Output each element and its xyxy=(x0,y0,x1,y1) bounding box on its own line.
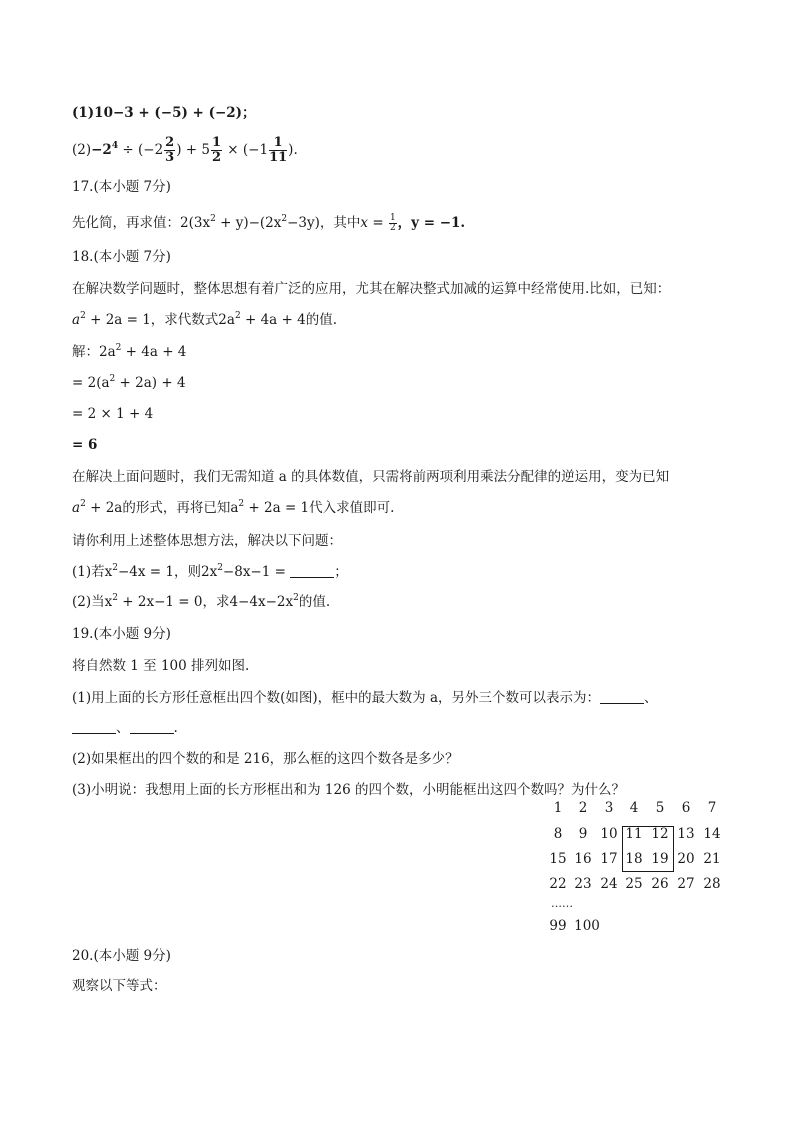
q18-p1-exp2: 2 xyxy=(217,563,223,573)
q19-part1-cont xyxy=(72,718,178,738)
frac-den: 2 xyxy=(211,150,222,165)
q16-part2-b: ÷ (−2 xyxy=(118,142,164,158)
q19-p1-sep: 、 xyxy=(644,690,658,706)
q19-intro: 将自然数 1 至 100 排列如图. xyxy=(72,658,250,674)
grid-cell: 25 xyxy=(625,876,643,892)
q18-explain-exp: 2 xyxy=(80,499,86,509)
q17-body xyxy=(72,213,465,233)
q18-part2 xyxy=(72,592,330,612)
q16-part2-a: −2 xyxy=(91,142,112,158)
grid-cell: 6 xyxy=(681,800,691,816)
grid-cell: 18 xyxy=(625,851,643,867)
grid-cell: 17 xyxy=(600,851,618,867)
q18-p2-exp2: 2 xyxy=(293,593,299,603)
q18-ask: 请你利用上述整体思想方法，解决以下问题： xyxy=(72,533,342,549)
q16-frac-2 xyxy=(211,136,222,165)
q18-given-c: + 4a + 4的值. xyxy=(240,312,337,328)
grid-cell: 9 xyxy=(578,826,588,842)
q17-header: 17.(本小题 7分) xyxy=(72,179,171,195)
q18-sol-a: 解：2a xyxy=(72,344,116,360)
q18-step1-b: + 2a) + 4 xyxy=(115,375,186,391)
q16-part2-d: × (−1 xyxy=(223,142,269,158)
q18-p2-c: 的值. xyxy=(298,594,331,610)
grid-cell: 19 xyxy=(651,851,669,867)
grid-ellipsis: …… xyxy=(551,897,573,910)
grid-cell: 100 xyxy=(574,918,600,934)
grid-cell: 23 xyxy=(574,876,592,892)
q18-part1 xyxy=(72,562,348,582)
q18-p1-c: −8x−1 = xyxy=(222,564,291,580)
answer-blank[interactable] xyxy=(130,719,174,734)
q18-header: 18.(本小题 7分) xyxy=(72,249,171,265)
grid-cell: 20 xyxy=(677,851,695,867)
frac-den: 2 xyxy=(389,223,396,233)
q16-part1-expr: 10−3 + (−5) + (−2)； xyxy=(94,105,256,121)
q18-p2-b: + 2x−1 = 0，求4−4x−2x xyxy=(117,594,294,610)
grid-cell: 24 xyxy=(600,876,618,892)
q17-expr-1: 2(3x xyxy=(180,215,211,231)
grid-cell: 15 xyxy=(549,851,567,867)
grid-cell: 28 xyxy=(703,876,721,892)
q19-part1 xyxy=(72,688,658,708)
q18-solution xyxy=(72,342,186,362)
q16-part2-e: ). xyxy=(288,142,298,158)
q18-step3: = 6 xyxy=(72,437,98,453)
grid-cell: 27 xyxy=(677,876,695,892)
q18-p2-a: (2)当x xyxy=(72,594,113,610)
grid-cell: 22 xyxy=(549,876,567,892)
q18-explain-2 xyxy=(72,498,394,518)
selection-rectangle xyxy=(622,826,674,872)
q16-part1 xyxy=(72,103,256,123)
q18-intro: 在解决数学问题时，整体思想有着广泛的应用，尤其在解决整式加减的运算中经常使用.比如，已知： xyxy=(72,281,671,297)
q18-given-a: a xyxy=(72,312,81,328)
q18-step1-exp: 2 xyxy=(109,374,116,384)
q17-expr-2: + y)−(2x xyxy=(215,215,282,231)
q18-p1-a: (1)若x xyxy=(72,564,113,580)
answer-blank[interactable] xyxy=(600,689,644,704)
q16-frac-1 xyxy=(164,136,175,165)
grid-cell: 5 xyxy=(655,800,665,816)
q19-header: 19.(本小题 9分) xyxy=(72,626,171,642)
grid-cell: 4 xyxy=(629,800,639,816)
grid-cell: 8 xyxy=(553,826,563,842)
q18-explain-exp2: 2 xyxy=(238,499,245,509)
q18-explain-c: + 2a = 1代入求值即可. xyxy=(244,500,395,516)
q18-sol-exp: 2 xyxy=(115,343,122,353)
grid-cell: 7 xyxy=(707,800,717,816)
grid-cell: 11 xyxy=(625,826,643,842)
q18-explain-1: 在解决上面问题时，我们无需知道 a 的具体数值，只需将前两项利用乘法分配律的逆运用，变为已知 xyxy=(72,469,670,485)
q19-p1-sep: 、 xyxy=(116,720,130,736)
q19-part2: (2)如果框出的四个数的和是 216，那么框的这四个数各是多少？ xyxy=(72,751,459,767)
q20-header: 20.(本小题 9分) xyxy=(72,948,171,964)
q17-frac xyxy=(389,214,397,233)
q18-given-exp2: 2 xyxy=(234,311,241,321)
q18-p1-b: −4x = 1，则2x xyxy=(117,564,218,580)
q20-intro: 观察以下等式： xyxy=(72,978,167,994)
q17-exp-1: 2 xyxy=(210,214,216,224)
q17-expr-3: −3y)，其中 xyxy=(287,215,361,231)
q18-explain-b: + 2a的形式，再将已知a xyxy=(85,500,239,516)
grid-cell: 2 xyxy=(578,800,588,816)
q17-rest: ，y = −1. xyxy=(397,215,466,231)
frac-den: 3 xyxy=(165,150,175,165)
grid-cell: 10 xyxy=(600,826,618,842)
q18-p2-exp: 2 xyxy=(112,593,118,603)
frac-den: 11 xyxy=(269,150,288,165)
q18-p1-d: ； xyxy=(334,564,348,580)
q18-step1 xyxy=(72,373,186,393)
q17-eq: = xyxy=(368,215,388,231)
q18-step2: = 2 × 1 + 4 xyxy=(72,406,154,422)
answer-blank[interactable] xyxy=(72,719,116,734)
q18-sol-b: + 4a + 4 xyxy=(121,344,187,360)
q16-part1-label: (1) xyxy=(72,105,95,121)
frac-num: 2 xyxy=(165,135,175,150)
q17-exp-2: 2 xyxy=(281,214,288,224)
grid-cell: 21 xyxy=(703,851,721,867)
q17-var-x: x xyxy=(360,215,369,231)
q16-part2 xyxy=(72,136,298,165)
q17-text: 先化简，再求值： xyxy=(72,215,180,231)
grid-cell: 99 xyxy=(549,918,567,934)
grid-cell: 14 xyxy=(703,826,721,842)
answer-blank[interactable] xyxy=(290,563,334,578)
grid-cell: 13 xyxy=(677,826,695,842)
q16-part2-exp: 4 xyxy=(111,141,119,151)
q18-given xyxy=(72,310,337,330)
q16-part2-c: ) + 5 xyxy=(176,142,210,158)
frac-num: 1 xyxy=(211,135,222,150)
grid-cell: 12 xyxy=(651,826,669,842)
grid-cell: 3 xyxy=(604,800,614,816)
q18-given-b: + 2a = 1，求代数式2a xyxy=(85,312,235,328)
q19-p1-end: . xyxy=(173,720,178,736)
q18-step1-a: = 2(a xyxy=(72,375,110,391)
q19-p1-text: (1)用上面的长方形任意框出四个数(如图)，框中的最大数为 a，另外三个数可以表示为： xyxy=(72,690,600,706)
frac-num: 1 xyxy=(269,136,287,151)
frac-num: 1 xyxy=(389,213,396,223)
q16-frac-3 xyxy=(269,136,287,165)
grid-cell: 1 xyxy=(553,800,563,816)
q18-p1-exp: 2 xyxy=(112,563,118,573)
grid-cell: 16 xyxy=(574,851,592,867)
grid-cell: 26 xyxy=(651,876,669,892)
q18-given-exp: 2 xyxy=(80,311,86,321)
q18-explain-a: a xyxy=(72,500,81,516)
q16-part2-label: (2) xyxy=(72,142,92,158)
q19-part3: (3)小明说：我想用上面的长方形框出和为 126 的四个数，小明能框出这四个数吗？为什么？ xyxy=(72,782,625,798)
